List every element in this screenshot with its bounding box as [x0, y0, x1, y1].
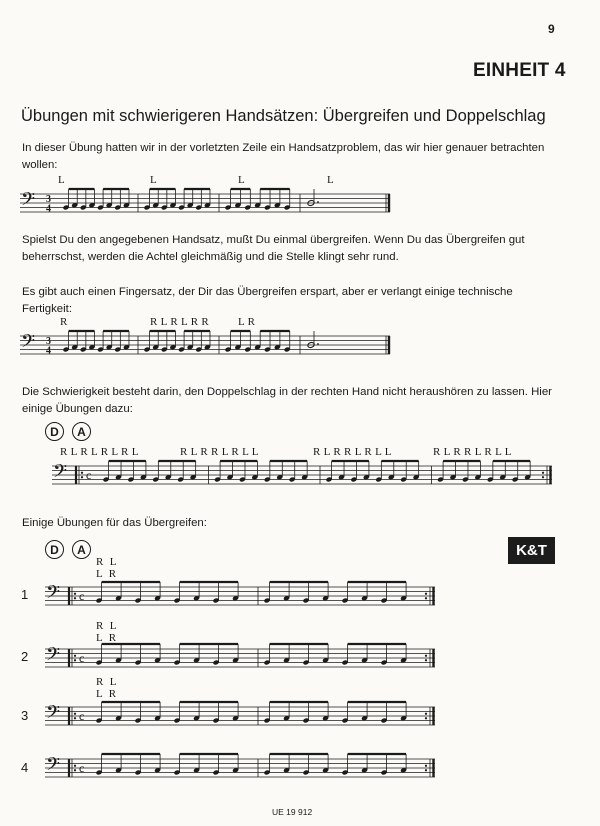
- bass-clef-icon: 𝄢: [46, 644, 61, 670]
- sticking-label: R L R R L R L L: [433, 446, 512, 458]
- bass-clef-icon: 𝄢: [46, 754, 61, 780]
- sticking-label: L R: [96, 688, 117, 700]
- exercise-number: 2: [21, 649, 29, 664]
- time-signature-common: c: [79, 709, 85, 724]
- section-title: Übungen mit schwierigeren Handsätzen: Übergreifen und Doppelschlag: [21, 107, 546, 125]
- kt-badge: K&T: [508, 537, 555, 564]
- time-signature-common: c: [79, 761, 85, 776]
- sticking-label: L: [58, 174, 66, 186]
- time-signature-common: c: [79, 651, 85, 666]
- music-staff: [52, 462, 552, 492]
- paragraph-intro: In dieser Übung hatten wir in der vorletzten Zeile ein Handsatzproblem, das wir hier genauer betrachten wollen:: [22, 142, 545, 171]
- sticking-label: L R: [96, 632, 117, 644]
- sticking-label: L: [327, 174, 335, 186]
- a-badge: A: [72, 422, 91, 441]
- a-badge: A: [72, 540, 91, 559]
- exercise-number: 1: [21, 587, 29, 602]
- music-staff: [45, 645, 435, 675]
- exercise-number: 3: [21, 708, 29, 723]
- sticking-label: L: [238, 174, 246, 186]
- sticking-label: R L: [96, 556, 117, 568]
- page-number: 9: [548, 22, 555, 36]
- paragraph-double-stroke: Die Schwierigkeit besteht darin, den Doppelschlag in der rechten Hand nicht heraushören zu lassen. Hier einige Übungen dazu:: [22, 386, 552, 415]
- sticking-label: R L R R L R L L: [313, 446, 392, 458]
- time-signature-common: c: [86, 468, 92, 483]
- sticking-label: L: [150, 174, 158, 186]
- time-signature-top: 3: [46, 336, 51, 348]
- sticking-label: R L: [96, 676, 117, 688]
- paragraph-crossover: Spielst Du den angegebenen Handsatz, mußt Du einmal übergreifen. Wenn Du das Übergreifen gut beherrschst, werden die Achtel gleichmäßig und die Stelle klingt sehr rund.: [22, 234, 525, 263]
- music-staff: [45, 583, 435, 613]
- footer-code: UE 19 912: [272, 807, 313, 817]
- sticking-label: R: [60, 316, 68, 328]
- bass-clef-icon: 𝄢: [46, 702, 61, 728]
- bass-clef-icon: 𝄢: [53, 461, 68, 487]
- time-signature-bottom: 4: [46, 203, 51, 215]
- paragraph-crossover-exercises: Einige Übungen für das Übergreifen:: [22, 517, 207, 529]
- unit-heading: EINHEIT 4: [473, 60, 566, 81]
- sticking-label: L R: [238, 316, 256, 328]
- sticking-label: L R: [96, 568, 117, 580]
- sticking-label: R L R L R R: [150, 316, 210, 328]
- d-badge: D: [45, 540, 64, 559]
- time-signature-common: c: [79, 589, 85, 604]
- paragraph-fingering: Es gibt auch einen Fingersatz, der Dir das Übergreifen erspart, aber er verlangt einige technische Fertigkeit:: [22, 286, 513, 315]
- music-staff: [20, 190, 390, 220]
- music-staff: [45, 703, 435, 733]
- bass-clef-icon: 𝄢: [46, 582, 61, 608]
- exercise-number: 4: [21, 760, 29, 775]
- sticking-label: R L R L R L R L: [60, 446, 139, 458]
- time-signature-top: 3: [46, 194, 51, 206]
- d-badge: D: [45, 422, 64, 441]
- time-signature-bottom: 4: [46, 345, 51, 357]
- bass-clef-icon: 𝄢: [21, 331, 36, 357]
- sticking-label: R L R R L R L L: [180, 446, 259, 458]
- music-staff: [20, 332, 390, 362]
- bass-clef-icon: 𝄢: [21, 189, 36, 215]
- music-staff: [45, 755, 435, 785]
- sticking-label: R L: [96, 620, 117, 632]
